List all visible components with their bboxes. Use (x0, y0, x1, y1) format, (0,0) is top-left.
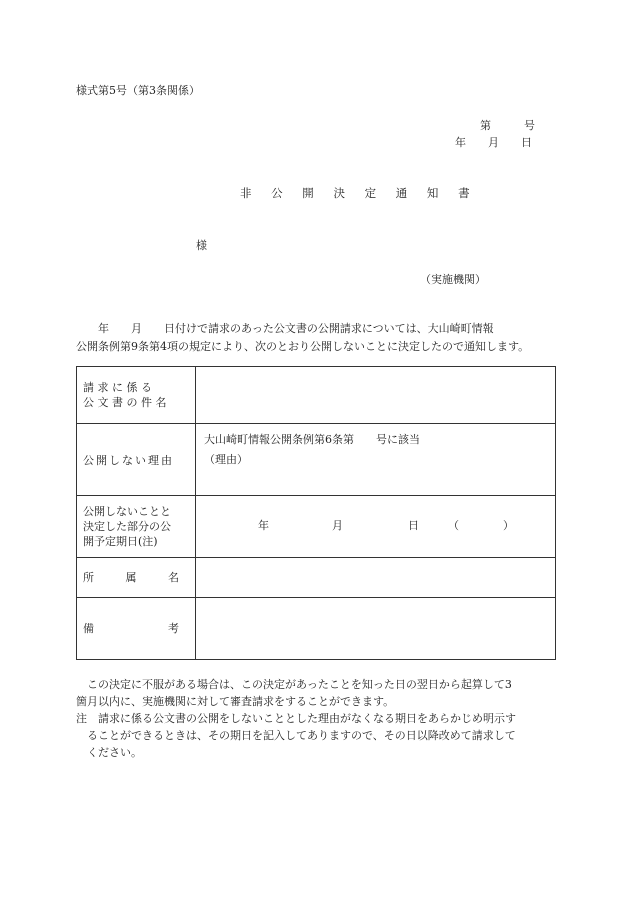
issuer-label: （実施機関） (420, 273, 486, 286)
appeal-note-line-1: この決定に不服がある場合は、この決定があったことを知った日の翌日から起算して3 (76, 678, 512, 691)
reason-value[interactable] (196, 424, 556, 496)
date-year-label: 年 (258, 519, 269, 532)
footnote-line-2: ることができるときは、その期日を記入してありますので、その日以降改めて請求して (76, 729, 516, 742)
subject-label-text-a: 請 求 に 係 る (83, 381, 152, 394)
date-month-label: 月 (332, 519, 343, 532)
notice-table (76, 366, 556, 660)
disclosure-date-label-a: 公開しないことと (83, 505, 171, 518)
table-row-subject (77, 367, 556, 424)
department-label-c: 名 (168, 571, 179, 584)
body-line-2: 公開条例第9条第4項の規定により、次のとおり公開しないことに決定したので通知します。 (76, 340, 530, 353)
reason-article-text: 大山崎町情報公開条例第6条第 号に該当 (204, 433, 420, 446)
table-row-disclosure-date (77, 496, 556, 558)
reason-label-text: 公開しない理由 (83, 453, 174, 467)
subject-label (77, 367, 196, 424)
document-number: 第 号 (480, 119, 535, 132)
department-label (77, 558, 196, 598)
document-title: 非 公 開 決 定 通 知 書 (240, 186, 478, 200)
footnote-line-3: ください。 (76, 746, 142, 759)
department-label-b: 属 (125, 571, 137, 584)
department-value[interactable] (196, 558, 556, 598)
subject-label-line2 (83, 395, 179, 410)
department-label-a: 所 (83, 571, 94, 584)
subject-label-text-b: 公 文 書 の 件 名 (83, 396, 167, 409)
reason-label (77, 424, 196, 496)
table-row-remarks (77, 598, 556, 660)
disclosure-date-label (77, 496, 196, 558)
disclosure-date-label-c: 開予定期日(注) (83, 535, 158, 548)
disclosure-date-value[interactable] (196, 496, 556, 558)
footnote-line-1: 注 請求に係る公文書の公開をしないこととした理由がなくなる期日をあらかじめ明示す (76, 712, 516, 725)
reason-detail-label: （理由） (204, 453, 248, 466)
remarks-label-a: 備 (83, 622, 94, 635)
body-line-1: 年 月 日付けで請求のあった公文書の公開請求については、大山崎町情報 (76, 322, 494, 335)
addressee-suffix: 様 (196, 239, 207, 252)
subject-label-line1 (83, 380, 173, 395)
form-id: 様式第5号（第3条関係） (76, 84, 200, 97)
date-paren: （ ） (448, 519, 514, 532)
document-date: 年 月 日 (455, 136, 532, 149)
appeal-note-line-2: 箇月以内に、実施機関に対して審査請求をすることができます。 (76, 695, 395, 708)
remarks-label-b: 考 (168, 622, 179, 635)
remarks-value[interactable] (196, 598, 556, 660)
disclosure-date-label-b: 決定した部分の公 (83, 520, 171, 533)
table-row-department (77, 558, 556, 598)
remarks-label (77, 598, 196, 660)
table-row-reason (77, 424, 556, 496)
subject-value[interactable] (196, 367, 556, 424)
date-day-label: 日 (408, 519, 419, 532)
